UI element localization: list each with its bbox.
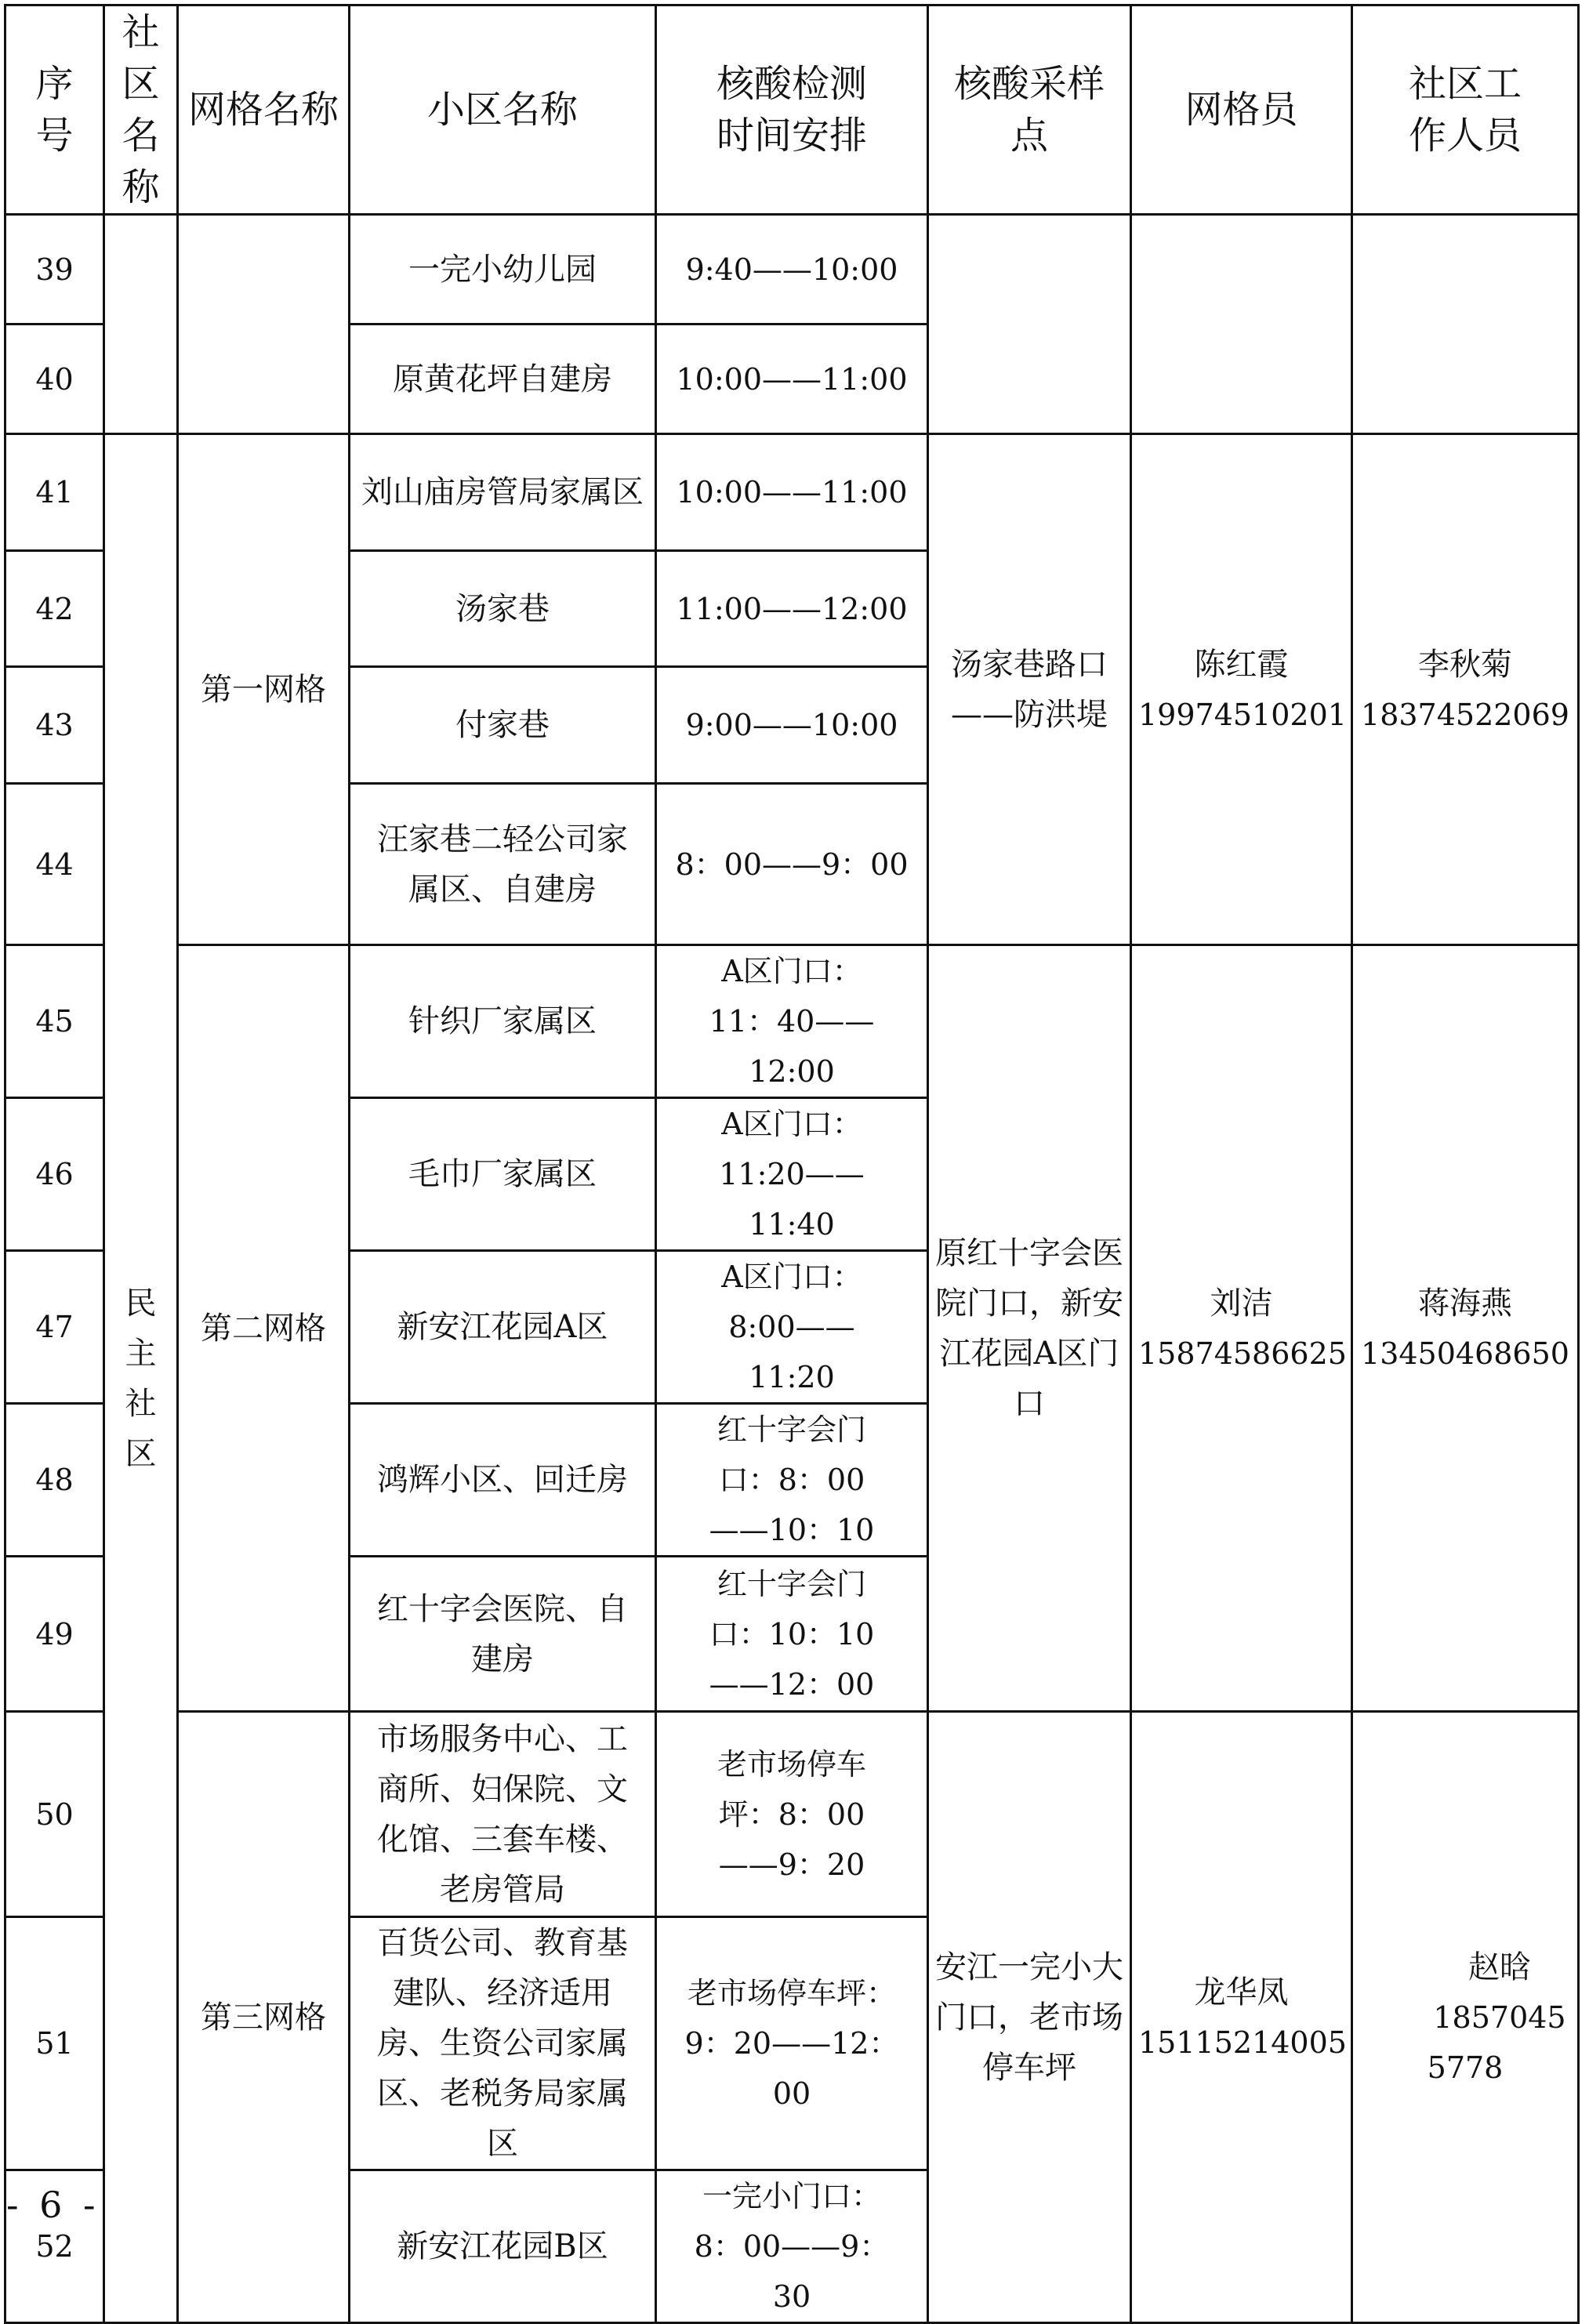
time-cell: A区门口：11:20——11:40	[656, 1098, 928, 1251]
row-no: 48	[5, 1404, 104, 1557]
staff-cell-prev	[1352, 215, 1579, 434]
row-no: 51	[5, 1917, 104, 2170]
community-cell: 民主社区	[104, 434, 178, 2323]
time-cell: 9:00——10:00	[656, 667, 928, 784]
member-cell-prev	[1131, 215, 1352, 434]
estate-cell: 汪家巷二轻公司家属区、自建房	[350, 784, 656, 945]
grid-member-cell	[1131, 1712, 1352, 2323]
row-no: 41	[5, 434, 104, 551]
grid-member-name: 刘洁	[1210, 1285, 1273, 1322]
staff-cell	[1352, 1712, 1579, 2323]
estate-cell: 鸿辉小区、回迁房	[350, 1404, 656, 1557]
estate-cell: 毛巾厂家属区	[350, 1098, 656, 1251]
table-row	[5, 945, 1579, 1098]
row-no: 46	[5, 1098, 104, 1251]
time-cell: 老市场停车坪：9：20——12：00	[656, 1917, 928, 2170]
header-site: 核酸采样点	[928, 5, 1131, 215]
schedule-table	[4, 4, 1580, 2324]
grid-name-cell: 第三网格	[178, 1712, 350, 2323]
time-cell: 9:40——10:00	[656, 215, 928, 324]
header-no: 序号	[5, 5, 104, 215]
time-cell: A区门口：8:00——11:20	[656, 1251, 928, 1404]
grid-member-cell	[1131, 434, 1352, 945]
site-cell: 汤家巷路口——防洪堤	[928, 434, 1131, 945]
estate-cell: 百货公司、教育基建队、经济适用房、生资公司家属区、老税务局家属区	[350, 1917, 656, 2170]
estate-cell: 原黄花坪自建房	[350, 324, 656, 434]
staff-cell	[1352, 945, 1579, 1712]
staff-name: 李秋菊	[1418, 646, 1512, 683]
time-cell: 一完小门口：8：00——9：30	[656, 2170, 928, 2323]
header-staff: 社区工作人员	[1352, 5, 1579, 215]
row-no: 52	[5, 2170, 104, 2323]
staff-phone: 18374522069	[1361, 697, 1569, 732]
time-cell: 老市场停车坪：8：00——9：20	[656, 1712, 928, 1917]
table-row	[5, 1712, 1579, 1917]
time-cell: 10:00——11:00	[656, 324, 928, 434]
table-row	[5, 215, 1579, 324]
estate-cell: 针织厂家属区	[350, 945, 656, 1098]
staff-phone: 13450468650	[1361, 1336, 1569, 1371]
row-no: 49	[5, 1557, 104, 1712]
site-cell: 安江一完小大门口，老市场停车坪	[928, 1712, 1131, 2323]
grid-member-phone: 19974510201	[1138, 697, 1347, 732]
grid-name-cell: 第一网格	[178, 434, 350, 945]
grid-member-phone: 15115214005	[1138, 2025, 1347, 2060]
row-no: 50	[5, 1712, 104, 1917]
time-cell: 10:00——11:00	[656, 434, 928, 551]
estate-cell: 红十字会医院、自建房	[350, 1557, 656, 1712]
header-estate: 小区名称	[350, 5, 656, 215]
row-no: 43	[5, 667, 104, 784]
site-cell: 原红十字会医院门口，新安江花园A区门口	[928, 945, 1131, 1712]
row-no: 47	[5, 1251, 104, 1404]
community-cell-prev	[104, 215, 178, 434]
site-cell-prev	[928, 215, 1131, 434]
header-row	[5, 5, 1579, 215]
header-grid-name: 网格名称	[178, 5, 350, 215]
staff-cell	[1352, 434, 1579, 945]
estate-cell: 市场服务中心、工商所、妇保院、文化馆、三套车楼、老房管局	[350, 1712, 656, 1917]
estate-cell: 一完小幼儿园	[350, 215, 656, 324]
grid-member-phone: 15874586625	[1138, 1336, 1347, 1371]
time-cell: A区门口：11：40——12:00	[656, 945, 928, 1098]
estate-cell: 汤家巷	[350, 551, 656, 667]
staff-name: 蒋海燕	[1418, 1285, 1512, 1322]
table-row	[5, 434, 1579, 551]
grid-cell-prev	[178, 215, 350, 434]
staff-name: 赵晗	[1468, 1949, 1531, 1985]
time-cell: 11:00——12:00	[656, 551, 928, 667]
page-number: - 6 -	[6, 2184, 100, 2226]
time-cell: 红十字会门口：8：00——10：10	[656, 1404, 928, 1557]
header-community: 社区名称	[104, 5, 178, 215]
row-no: 45	[5, 945, 104, 1098]
header-schedule: 核酸检测时间安排	[656, 5, 928, 215]
time-cell: 8：00——9：00	[656, 784, 928, 945]
estate-cell: 刘山庙房管局家属区	[350, 434, 656, 551]
grid-member-name: 龙华凤	[1194, 1974, 1289, 2010]
staff-phone: 18570455778	[1427, 2000, 1566, 2085]
grid-name-cell: 第二网格	[178, 945, 350, 1712]
row-no: 44	[5, 784, 104, 945]
estate-cell: 付家巷	[350, 667, 656, 784]
time-cell: 红十字会门口：10：10——12：00	[656, 1557, 928, 1712]
header-grid-member: 网格员	[1131, 5, 1352, 215]
estate-cell: 新安江花园B区	[350, 2170, 656, 2323]
row-no: 42	[5, 551, 104, 667]
estate-cell: 新安江花园A区	[350, 1251, 656, 1404]
grid-member-cell	[1131, 945, 1352, 1712]
row-no: 40	[5, 324, 104, 434]
grid-member-name: 陈红霞	[1194, 646, 1289, 683]
row-no: 39	[5, 215, 104, 324]
